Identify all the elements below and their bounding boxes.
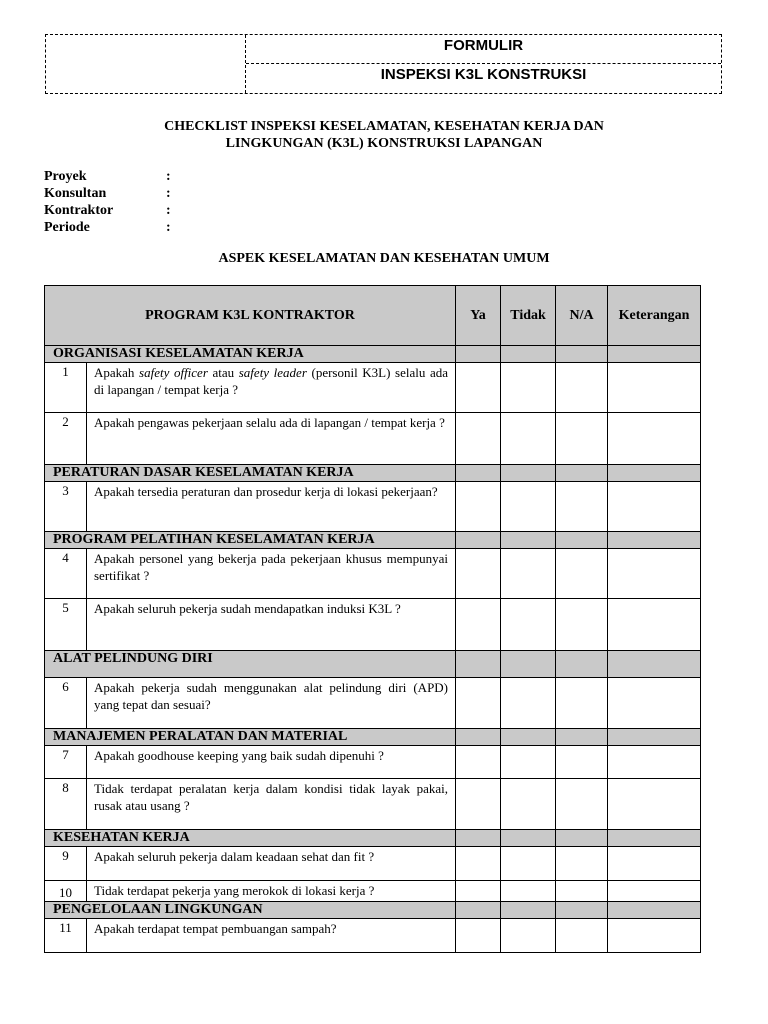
category-row [45, 651, 701, 678]
keterangan-cell[interactable] [608, 847, 701, 881]
item-number: 11 [45, 919, 87, 953]
keterangan-cell[interactable] [608, 881, 701, 902]
checklist-title-line1: CHECKLIST INSPEKSI KESELAMATAN, KESEHATAN KERJA DAN [164, 119, 604, 134]
tidak-cell[interactable] [501, 919, 556, 953]
checklist-title-line2: LINGKUNGAN (K3L) KONSTRUKSI LAPANGAN [225, 136, 543, 151]
ya-cell[interactable] [456, 919, 501, 953]
header-na: N/A [556, 286, 608, 346]
table-row [45, 678, 701, 729]
table-row [45, 549, 701, 599]
item-question: Apakah personel yang bekerja pada pekerjaan khusus mempunyai sertifikat ? [87, 549, 456, 599]
tidak-cell[interactable] [501, 779, 556, 830]
form-title: FORMULIR [443, 37, 524, 54]
info-colon: : [166, 169, 171, 184]
info-colon: : [166, 203, 171, 218]
header-divider [246, 63, 721, 64]
item-number: 7 [45, 746, 87, 779]
header-program: PROGRAM K3L KONTRAKTOR [45, 286, 456, 346]
category-label: ORGANISASI KESELAMATAN KERJA [45, 346, 456, 363]
item-number: 2 [45, 413, 87, 465]
item-question: Apakah seluruh pekerja sudah mendapatkan induksi K3L ? [87, 599, 456, 651]
category-label: PENGELOLAAN LINGKUNGAN [45, 902, 456, 919]
na-cell[interactable] [556, 678, 608, 729]
keterangan-cell[interactable] [608, 779, 701, 830]
na-cell[interactable] [556, 482, 608, 532]
category-cell [456, 729, 501, 746]
ya-cell[interactable] [456, 746, 501, 779]
item-number: 6 [45, 678, 87, 729]
table-header-row [45, 286, 701, 346]
question-term: safety officer [139, 365, 208, 380]
category-cell [556, 902, 608, 919]
category-cell [501, 729, 556, 746]
na-cell[interactable] [556, 746, 608, 779]
tidak-cell[interactable] [501, 746, 556, 779]
table-row [45, 746, 701, 779]
category-cell [608, 830, 701, 847]
category-cell [608, 532, 701, 549]
ya-cell[interactable] [456, 881, 501, 902]
info-label: Konsultan [44, 186, 107, 201]
category-row [45, 729, 701, 746]
category-label: KESEHATAN KERJA [45, 830, 456, 847]
category-cell [501, 830, 556, 847]
na-cell[interactable] [556, 599, 608, 651]
table-row [45, 482, 701, 532]
category-cell [501, 651, 556, 678]
item-question: Apakah seluruh pekerja dalam keadaan sehat dan fit ? [87, 847, 456, 881]
keterangan-cell[interactable] [608, 599, 701, 651]
category-cell [608, 346, 701, 363]
na-cell[interactable] [556, 413, 608, 465]
category-cell [556, 532, 608, 549]
category-row [45, 346, 701, 363]
table-row [45, 413, 701, 465]
item-number: 5 [45, 599, 87, 651]
tidak-cell[interactable] [501, 413, 556, 465]
na-cell[interactable] [556, 881, 608, 902]
item-question: Tidak terdapat pekerja yang merokok di lokasi kerja ? [87, 881, 456, 902]
item-question: Apakah pekerja sudah menggunakan alat pelindung diri (APD) yang tepat dan sesuai? [87, 678, 456, 729]
category-cell [456, 532, 501, 549]
category-cell [556, 830, 608, 847]
ya-cell[interactable] [456, 779, 501, 830]
category-label: ALAT PELINDUNG DIRI [45, 651, 456, 678]
na-cell[interactable] [556, 549, 608, 599]
table-row [45, 779, 701, 830]
category-cell [556, 729, 608, 746]
item-question: Apakah tersedia peraturan dan prosedur kerja di lokasi pekerjaan? [87, 482, 456, 532]
category-cell [456, 902, 501, 919]
category-cell [608, 465, 701, 482]
category-cell [456, 651, 501, 678]
item-number: 10 [45, 881, 87, 902]
ya-cell[interactable] [456, 847, 501, 881]
tidak-cell[interactable] [501, 599, 556, 651]
question-text: Apakah [94, 365, 140, 380]
ya-cell[interactable] [456, 413, 501, 465]
logo-cell [46, 35, 246, 93]
category-cell [501, 346, 556, 363]
category-cell [456, 465, 501, 482]
info-colon: : [166, 186, 171, 201]
item-number: 1 [45, 363, 87, 413]
category-cell [608, 651, 701, 678]
question-term: safety leader [238, 365, 307, 380]
item-question: Apakah pengawas pekerjaan selalu ada di lapangan / tempat kerja ? [87, 413, 456, 465]
category-label: PROGRAM PELATIHAN KESELAMATAN KERJA [45, 532, 456, 549]
keterangan-cell[interactable] [608, 919, 701, 953]
table-row [45, 599, 701, 651]
item-question: Apakah terdapat tempat pembuangan sampah? [87, 919, 456, 953]
item-number: 4 [45, 549, 87, 599]
category-cell [456, 346, 501, 363]
category-cell [556, 465, 608, 482]
keterangan-cell[interactable] [608, 678, 701, 729]
category-cell [501, 465, 556, 482]
category-cell [556, 346, 608, 363]
item-question: Tidak terdapat peralatan kerja dalam kondisi tidak layak pakai, rusak atau usang ? [87, 779, 456, 830]
info-label: Kontraktor [44, 203, 114, 218]
item-number: 9 [45, 847, 87, 881]
info-label: Proyek [44, 169, 87, 184]
section-heading: ASPEK KESELAMATAN DAN KESEHATAN UMUM [218, 251, 550, 266]
na-cell[interactable] [556, 847, 608, 881]
tidak-cell[interactable] [501, 678, 556, 729]
keterangan-cell[interactable] [608, 482, 701, 532]
na-cell[interactable] [556, 363, 608, 413]
ya-cell[interactable] [456, 678, 501, 729]
keterangan-cell[interactable] [608, 363, 701, 413]
category-label: MANAJEMEN PERALATAN DAN MATERIAL [45, 729, 456, 746]
form-header-box [45, 34, 722, 94]
item-number: 3 [45, 482, 87, 532]
na-cell[interactable] [556, 779, 608, 830]
category-cell [556, 651, 608, 678]
ya-cell[interactable] [456, 482, 501, 532]
table-row [45, 847, 701, 881]
tidak-cell[interactable] [501, 549, 556, 599]
na-cell[interactable] [556, 919, 608, 953]
table-row [45, 363, 701, 413]
item-number: 8 [45, 779, 87, 830]
header-ya: Ya [456, 286, 501, 346]
item-question: Apakah goodhouse keeping yang baik sudah dipenuhi ? [87, 746, 456, 779]
category-row [45, 532, 701, 549]
category-row [45, 830, 701, 847]
category-cell [501, 532, 556, 549]
info-colon: : [166, 220, 171, 235]
item-question [87, 363, 456, 413]
tidak-cell[interactable] [501, 482, 556, 532]
header-keterangan: Keterangan [608, 286, 701, 346]
header-tidak: Tidak [501, 286, 556, 346]
keterangan-cell[interactable] [608, 746, 701, 779]
category-cell [608, 729, 701, 746]
tidak-cell[interactable] [501, 363, 556, 413]
category-label: PERATURAN DASAR KESELAMATAN KERJA [45, 465, 456, 482]
ya-cell[interactable] [456, 363, 501, 413]
question-text: atau [207, 365, 239, 380]
ya-cell[interactable] [456, 549, 501, 599]
keterangan-cell[interactable] [608, 413, 701, 465]
question-text: (personil K3L) selalu ada di lapangan / tempat kerja ? [94, 365, 449, 397]
category-row [45, 902, 701, 919]
tidak-cell[interactable] [501, 881, 556, 902]
category-cell [456, 830, 501, 847]
form-subtitle: INSPEKSI K3L KONSTRUKSI [380, 66, 587, 83]
category-cell [501, 902, 556, 919]
info-label: Periode [44, 220, 90, 235]
category-row [45, 465, 701, 482]
checklist-table [44, 285, 701, 953]
ya-cell[interactable] [456, 599, 501, 651]
category-cell [608, 902, 701, 919]
table-row [45, 919, 701, 953]
tidak-cell[interactable] [501, 847, 556, 881]
table-row [45, 881, 701, 902]
keterangan-cell[interactable] [608, 549, 701, 599]
